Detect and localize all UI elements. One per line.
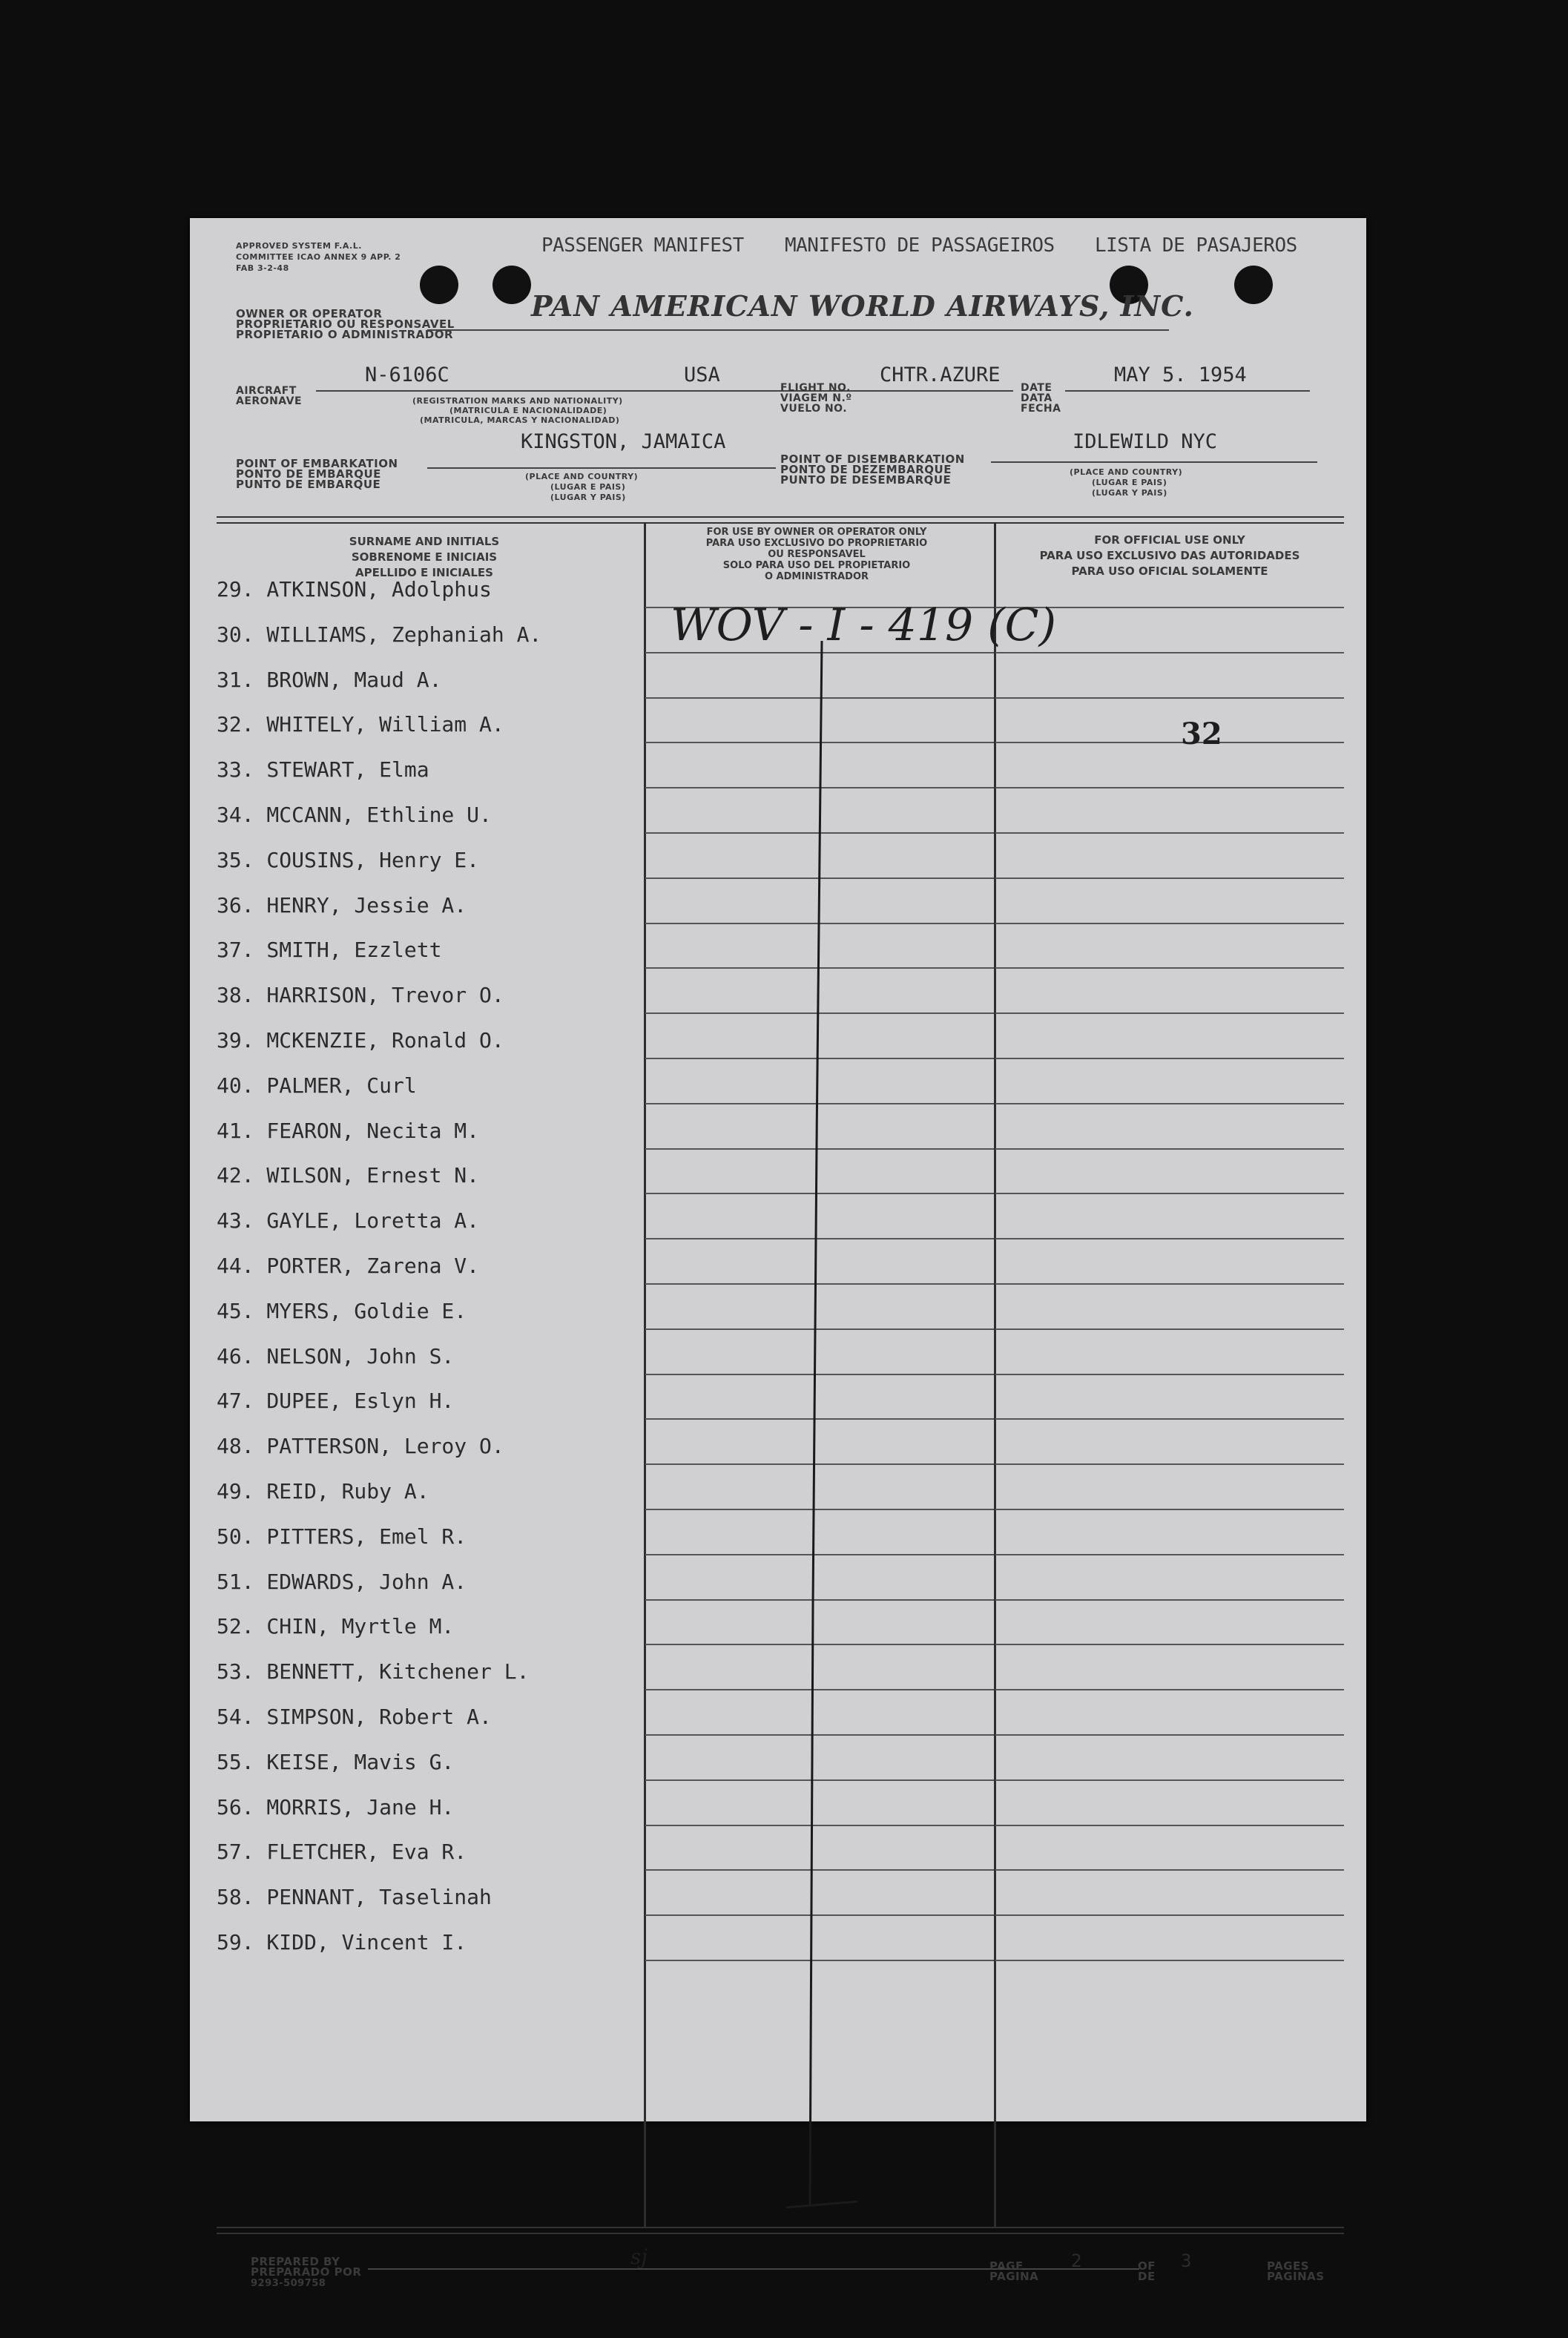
date-label-2: DATA [1021,392,1053,404]
pages-label-1: PAGES [1267,2259,1310,2273]
passenger-entry: 46. NELSON, John S. [217,1344,455,1369]
title-spanish: LISTA DE PASAJEROS [1095,234,1297,257]
row-rule [995,1058,1344,1059]
title-portuguese: MANIFESTO DE PASSAGEIROS [785,234,1055,257]
row-rule [995,1779,1344,1781]
owner-label-3: PROPIETARIO O ADMINISTRADOR [236,328,454,341]
passenger-entry: 30. WILLIAMS, Zephaniah A. [217,622,542,647]
passenger-entry: 33. STEWART, Elma [217,757,429,782]
embark-label-3: PUNTO DE EMBARQUE [236,478,381,491]
disembarkation-underline [991,461,1317,463]
registration-note-2: (MATRICULA E NACIONALIDADE) [449,406,607,415]
passenger-entry: 41. FEARON, Necita M. [217,1119,480,1143]
date-label-1: DATE [1021,382,1053,394]
passenger-entry: 53. BENNETT, Kitchener L. [217,1659,530,1684]
row-rule [995,1869,1344,1871]
row-rule [995,1283,1344,1285]
passenger-entry: 44. PORTER, Zarena V. [217,1254,480,1278]
flight-label-3: VUELO NO. [780,403,848,415]
official-column-header [995,533,1344,579]
row-rule [995,1734,1344,1736]
row-rule [995,1599,1344,1601]
table-bottom-rule [217,2227,1344,2234]
row-rule [995,1463,1344,1465]
row-rule [995,1689,1344,1690]
row-rule [995,1148,1344,1150]
place-note-3: (LUGAR Y PAIS) [550,493,626,502]
passenger-entry: 40. PALMER, Curl [217,1073,417,1098]
passenger-entry: 45. MYERS, Goldie E. [217,1299,467,1323]
operator-header-5: O ADMINISTRADOR [764,571,869,582]
row-rule [995,1012,1344,1014]
flight-underline [865,390,1013,392]
of-label-1: OF [1138,2259,1156,2273]
aircraft-registration: N-6106C [365,363,449,386]
table-top-rule [217,516,1344,524]
passenger-entry: 38. HARRISON, Trevor O. [217,983,504,1007]
operator-code: WOV - I - 419 (C) [671,599,1056,651]
row-rule [995,1509,1344,1510]
punch-hole [420,266,458,304]
passenger-entry: 59. KIDD, Vincent I. [217,1930,467,1955]
company-name: PAN AMERICAN WORLD AIRWAYS, INC. [531,289,1194,323]
passenger-entry: 48. PATTERSON, Leroy O. [217,1434,504,1458]
owner-label-2: PROPRIETARIO OU RESPONSAVEL [236,317,455,331]
official-header-3: PARA USO OFICIAL SOLAMENTE [1071,564,1268,578]
disembark-label-3: PUNTO DE DESEMBARQUE [780,473,952,487]
passenger-entry: 34. MCCANN, Ethline U. [217,803,492,827]
registration-note-3: (MATRICULA, MARCAS Y NACIONALIDAD) [420,415,620,425]
row-rule [995,1825,1344,1826]
operator-header-3: OU RESPONSAVEL [768,549,866,560]
title-english: PASSENGER MANIFEST [541,234,744,257]
ditto-line [783,641,872,2228]
punch-hole [1234,266,1273,304]
operator-column-header [642,527,991,582]
names-header-es: APELLIDO E INICIALES [355,566,493,579]
embarkation-underline [427,467,776,469]
row-rule [995,652,1344,653]
names-column-header [217,534,632,581]
row-rule [995,1644,1344,1645]
row-rule [995,832,1344,834]
passenger-entry: 43. GAYLE, Loretta A. [217,1208,480,1233]
disembarkation-value: IDLEWILD NYC [1073,430,1218,453]
page-label-2: PAGINA [989,2270,1039,2283]
owner-underline [427,329,1169,331]
passenger-entry: 29. ATKINSON, Adolphus [217,577,492,602]
passenger-entry: 56. MORRIS, Jane H. [217,1795,455,1820]
passenger-entry: 47. DUPEE, Eslyn H. [217,1389,455,1413]
passenger-entry: 49. REID, Ruby A. [217,1479,429,1504]
date-label-3: FECHA [1021,403,1061,415]
flight-date: MAY 5. 1954 [1114,363,1247,386]
aircraft-label-2: AERONAVE [236,395,303,407]
pages-label-2: PAGINAS [1267,2270,1325,2283]
approval-text: APPROVED SYSTEM F.A.L. COMMITTEE ICAO ANNEX 9 APP. 2 FAB 3-2-48 [236,241,401,273]
row-rule [995,877,1344,879]
form-code: 9293-509758 [251,2278,326,2289]
passenger-entry: 35. COUSINS, Henry E. [217,848,480,872]
manifest-sheet [190,218,1366,2289]
passenger-entry: 31. BROWN, Maud A. [217,668,442,692]
row-rule [995,967,1344,969]
passenger-entry: 54. SIMPSON, Robert A. [217,1705,492,1729]
row-rule [995,1960,1344,1961]
passenger-entry: 51. EDWARDS, John A. [217,1570,467,1594]
passenger-entry: 32. WHITELY, William A. [217,712,504,737]
passenger-entry: 37. SMITH, Ezzlett [217,938,442,962]
prepared-label-2: PREPARADO POR [251,2265,362,2279]
place-note-2: (LUGAR E PAIS) [550,482,626,492]
operator-header-4: SOLO PARA USO DEL PROPIETARIO [722,560,911,571]
row-rule [995,1103,1344,1104]
names-header-pt: SOBRENOME E INICIAIS [351,550,498,564]
row-rule [995,1374,1344,1375]
operator-header-1: FOR USE BY OWNER OR OPERATOR ONLY [706,527,927,538]
flight-label-1: FLIGHT NO. [780,382,851,394]
row-rule [995,742,1344,743]
official-header-1: FOR OFFICIAL USE ONLY [1094,533,1245,547]
operator-header-2: PARA USO EXCLUSIVO DO PROPRIETARIO [705,538,928,549]
disembark-label-1: POINT OF DISEMBARKATION [780,452,965,466]
place-note-4: (PLACE AND COUNTRY) [1070,467,1183,477]
flight-number: CHTR.AZURE [880,363,1001,386]
page-number: 2 [1071,2250,1082,2271]
disembark-label-2: PONTO DE DEZEMBARQUE [780,463,952,476]
passenger-entry: 39. MCKENZIE, Ronald O. [217,1028,504,1053]
row-rule [995,1328,1344,1330]
registration-note-1: (REGISTRATION MARKS AND NATIONALITY) [412,396,623,406]
prepared-initials: sj [630,2245,648,2269]
owner-label-1: OWNER OR OPERATOR [236,307,383,320]
passenger-entry: 52. CHIN, Myrtle M. [217,1614,455,1639]
row-rule [995,1554,1344,1555]
prepared-label-1: PREPARED BY [251,2255,340,2268]
of-label-2: DE [1138,2270,1156,2283]
passenger-entry: 55. KEISE, Mavis G. [217,1750,455,1774]
passenger-entry: 50. PITTERS, Emel R. [217,1524,467,1549]
passenger-entry: 42. WILSON, Ernest N. [217,1163,480,1188]
names-header-en: SURNAME AND INITIALS [349,535,500,548]
passenger-entry: 57. FLETCHER, Eva R. [217,1840,467,1864]
row-rule [995,697,1344,699]
place-note-6: (LUGAR Y PAIS) [1092,488,1167,498]
aircraft-label-1: AIRCRAFT [236,385,297,397]
row-rule [995,923,1344,924]
flight-label-2: VIAGEM N.º [780,392,852,404]
aircraft-nationality: USA [684,363,720,386]
page-label-1: PAGE [989,2259,1024,2273]
punch-hole [493,266,531,304]
official-header-2: PARA USO EXCLUSIVO DAS AUTORIDADES [1039,549,1300,562]
place-note-5: (LUGAR E PAIS) [1092,478,1167,487]
row-rule [995,787,1344,788]
date-underline [1065,390,1310,392]
official-count: 32 [1181,717,1222,751]
passenger-entry: 58. PENNANT, Taselinah [217,1885,492,1909]
row-rule [995,1238,1344,1239]
page-total: 3 [1181,2250,1192,2271]
passenger-entry: 36. HENRY, Jessie A. [217,893,467,918]
row-rule [995,1418,1344,1420]
embark-label-1: POINT OF EMBARKATION [236,457,398,470]
place-note-1: (PLACE AND COUNTRY) [525,472,639,481]
row-rule [995,1193,1344,1194]
embarkation-value: KINGSTON, JAMAICA [521,430,726,453]
row-rule [995,1914,1344,1916]
embark-label-2: PONTO DE EMBARQUE [236,467,381,481]
